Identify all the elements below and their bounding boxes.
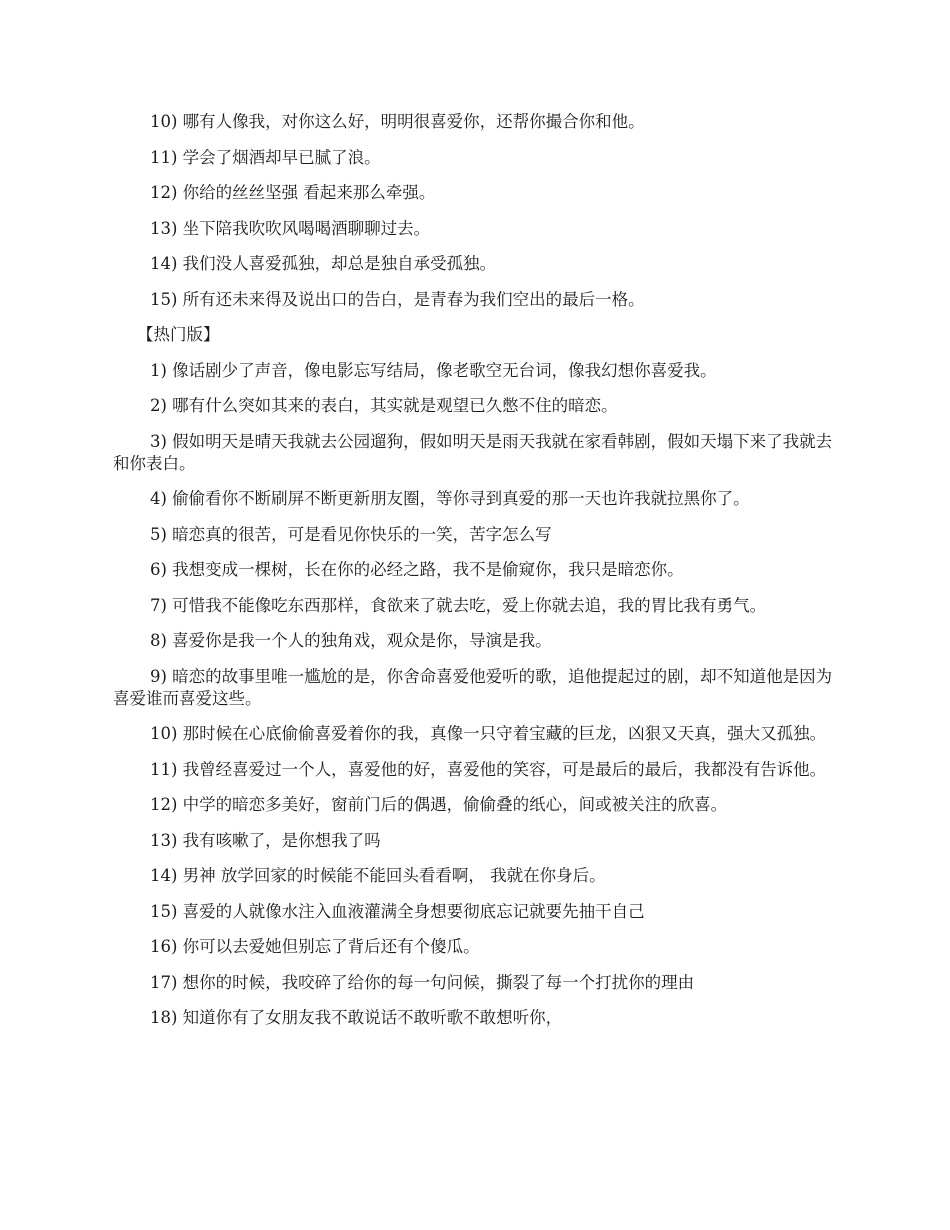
paragraph-popular-18: 18) 知道你有了女朋友我不敢说话不敢听歌不敢想听你，: [150, 1008, 563, 1027]
paragraph-popular-8: 8) 喜爱你是我一个人的独角戏，观众是你，导演是我。: [150, 631, 552, 650]
document-body: [113, 111, 835, 1043]
paragraph-quote-14: 14) 我们没人喜爱孤独，却总是独自承受孤独。: [150, 254, 497, 273]
paragraph-popular-16: 16) 你可以去爱她但别忘了背后还有个傻瓜。: [150, 937, 480, 956]
paragraph-popular-17: 17) 想你的时候，我咬碎了给你的每一句问候，撕裂了每一个打扰你的理由: [150, 972, 695, 992]
paragraph-popular-10: 10) 那时候在心底偷偷喜爱着你的我，真像一只守着宝藏的巨龙，凶狠又天真，强大又孤独。: [150, 724, 827, 743]
paragraph-quote-15: 15) 所有还未来得及说出口的告白，是青春为我们空出的最后一格。: [150, 289, 645, 309]
paragraph-quote-13: 13) 坐下陪我吹吹风喝喝酒聊聊过去。: [150, 218, 431, 238]
paragraph-popular-11: 11) 我曾经喜爱过一个人，喜爱他的好，喜爱他的笑容，可是最后的最后，我都没有告诉他。: [150, 759, 827, 779]
paragraph-popular-5: 5) 暗恋真的很苦，可是看见你快乐的一笑，苦字怎么写: [150, 524, 552, 544]
paragraph-popular-9: 9) 暗恋的故事里唯一尴尬的是，你舍命喜爱他爱听的歌，追他提起过的剧，却不知道他是因为喜爱谁而喜爱这些。: [113, 666, 833, 708]
paragraph-popular-6: 6) 我想变成一棵树，长在你的必经之路，我不是偷窥你，我只是暗恋你。: [150, 560, 684, 579]
paragraph-popular-12: 12) 中学的暗恋多美好，窗前门后的偶遇，偷偷叠的纸心，间或被关注的欣喜。: [150, 795, 728, 814]
paragraph-popular-7: 7) 可惜我不能像吃东西那样，食欲来了就去吃，爱上你就去追，我的胃比我有勇气。: [150, 595, 767, 615]
paragraph-popular-14: 14) 男神 放学回家的时候能不能回头看看啊， 我就在你身后。: [150, 866, 606, 885]
paragraph-popular-3: 3) 假如明天是晴天我就去公园遛狗，假如明天是雨天我就在家看韩剧，假如天塌下来了我就去和你表白。: [113, 431, 833, 473]
paragraph-quote-11: 11) 学会了烟酒却早已腻了浪。: [150, 147, 381, 167]
paragraph-popular-2: 2) 哪有什么突如其来的表白，其实就是观望已久憋不住的暗恋。: [150, 396, 618, 415]
section-heading-popular: 【热门版】: [137, 325, 220, 344]
paragraph-popular-1: 1) 像话剧少了声音，像电影忘写结局，像老歌空无台词，像我幻想你喜爱我。: [150, 360, 717, 380]
paragraph-popular-15: 15) 喜爱的人就像水注入血液灌满全身想要彻底忘记就要先抽干自己: [150, 901, 645, 921]
paragraph-popular-4: 4) 偷偷看你不断刷屏不断更新朋友圈，等你寻到真爱的那一天也许我就拉黑你了。: [150, 489, 750, 508]
paragraph-popular-13: 13) 我有咳嗽了，是你想我了吗: [150, 830, 381, 850]
paragraph-quote-10: 10) 哪有人像我，对你这么好，明明很喜爱你，还帮你撮合你和他。: [150, 112, 645, 131]
paragraph-quote-12: 12) 你给的丝丝坚强 看起来那么牵强。: [150, 183, 436, 202]
